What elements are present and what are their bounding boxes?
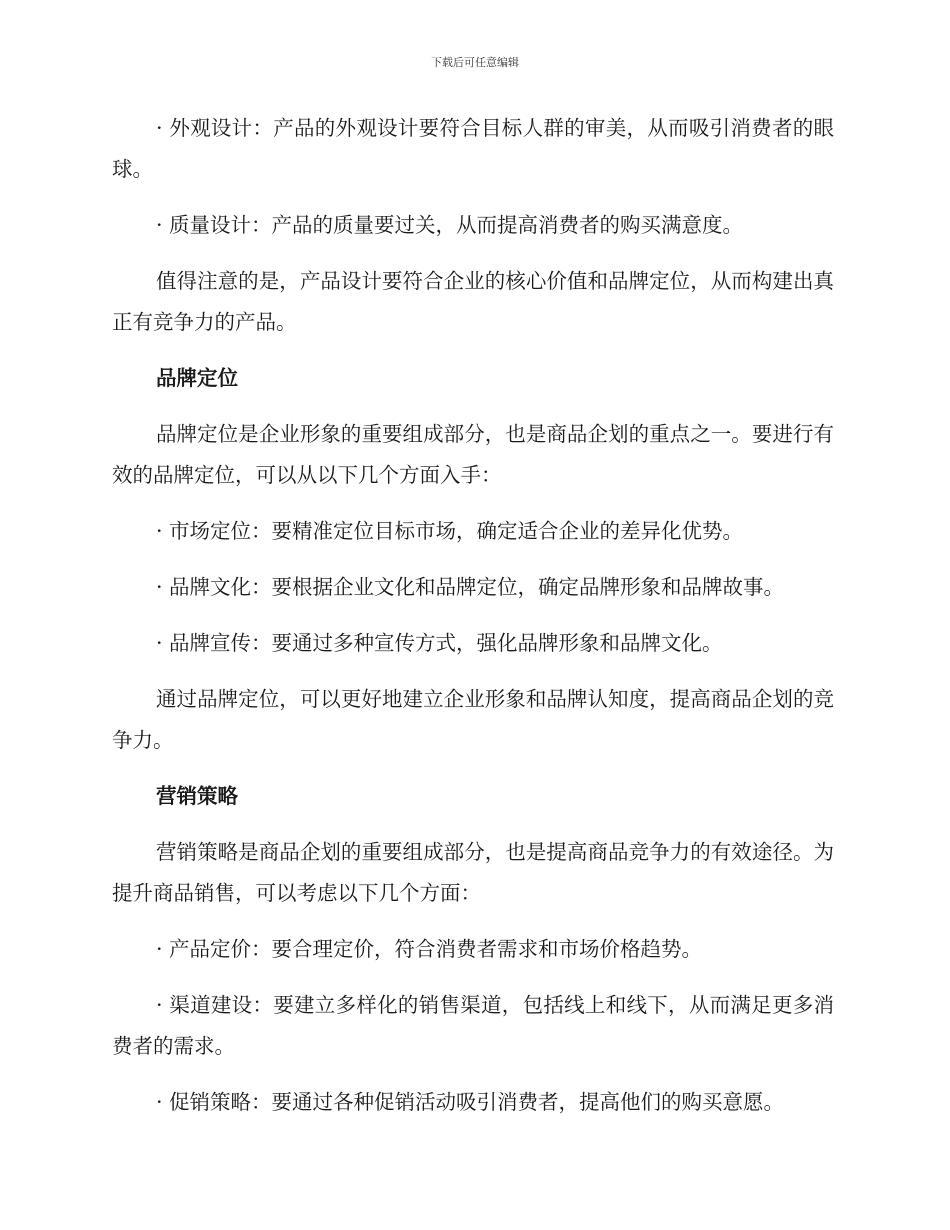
bullet-brand-culture: · 品牌文化：要根据企业文化和品牌定位，确定品牌形象和品牌故事。	[156, 575, 785, 599]
bullet-quality-design: · 质量设计：产品的质量要过关，从而提高消费者的购买满意度。	[156, 213, 744, 237]
paragraph-brand-intro: 品牌定位是企业形象的重要组成部分，也是商品企划的重点之一。要进行有效的品牌定位，可以从以下几个方面入手：	[112, 422, 834, 487]
bullet-channel-building: · 渠道建设：要建立多样化的销售渠道，包括线上和线下，从而满足更多消费者的需求。	[112, 993, 834, 1058]
bullet-product-pricing: · 产品定价：要合理定价，符合消费者需求和市场价格趋势。	[156, 937, 703, 961]
paragraph-brand-summary: 通过品牌定位，可以更好地建立企业形象和品牌认知度，提高商品企划的竞争力。	[112, 687, 834, 752]
bullet-appearance-design: · 外观设计：产品的外观设计要符合目标人群的审美，从而吸引消费者的眼球。	[112, 116, 834, 181]
bullet-promotion-strategy: · 促销策略：要通过各种促销活动吸引消费者，提高他们的购买意愿。	[156, 1090, 785, 1114]
paragraph-marketing-intro: 营销策略是商品企划的重要组成部分，也是提高商品竞争力的有效途径。为提升商品销售，可以考虑以下几个方面：	[112, 840, 834, 905]
bullet-brand-promotion: · 品牌宣传：要通过多种宣传方式，强化品牌形象和品牌文化。	[156, 631, 723, 655]
document-body	[112, 108, 834, 1138]
section-heading-marketing-strategy: 营销策略	[156, 784, 238, 808]
page-header: 下载后可任意编辑	[431, 56, 519, 69]
paragraph-design-note: 值得注意的是，产品设计要符合企业的核心价值和品牌定位，从而构建出真正有竞争力的产品。	[112, 269, 834, 334]
section-heading-brand-positioning: 品牌定位	[156, 366, 238, 390]
bullet-market-positioning: · 市场定位：要精准定位目标市场，确定适合企业的差异化优势。	[156, 519, 744, 543]
